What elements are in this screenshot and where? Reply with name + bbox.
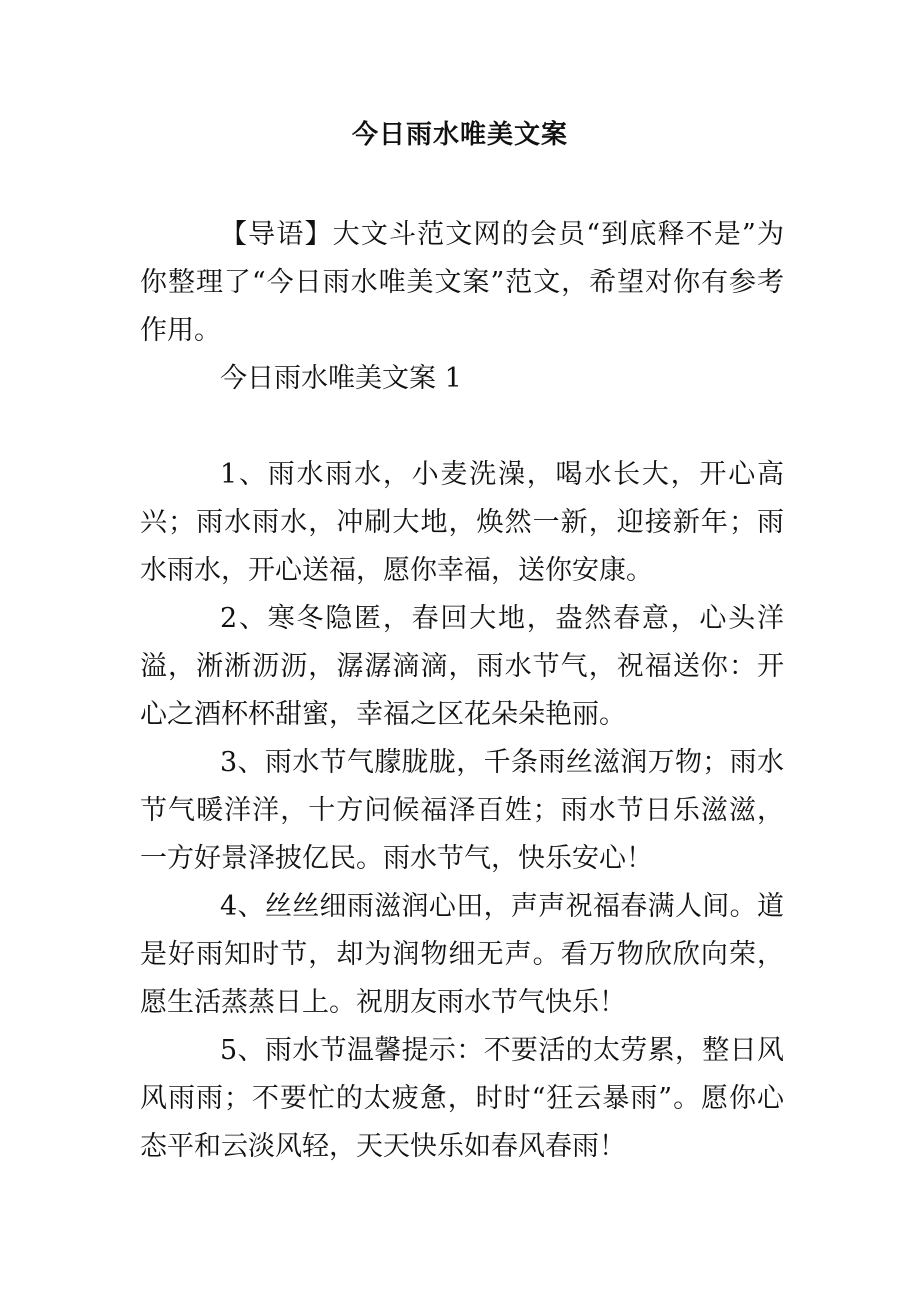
list-item: 5、雨水节温馨提示：不要活的太劳累，整日风风雨雨；不要忙的太疲惫，时时“狂云暴雨”。愿你心态平和云淡风轻，天天快乐如春风春雨！ [140, 1035, 784, 1162]
section-heading: 今日雨水唯美文案 1 [220, 363, 462, 394]
list-item: 4、丝丝细雨滋润心田，声声祝福春满人间。道是好雨知时节，却为润物细无声。看万物欣欣向荣，愿生活蒸蒸日上。祝朋友雨水节气快乐！ [140, 891, 784, 1018]
list-item: 1、雨水雨水，小麦洗澡，喝水长大，开心高兴；雨水雨水，冲刷大地，焕然一新，迎接新年；雨水雨水，开心送福，愿你幸福，送你安康。 [140, 459, 784, 586]
intro-paragraph: 【导语】大文斗范文网的会员“到底释不是”为你整理了“今日雨水唯美文案”范文，希望对你有参考作用。 [140, 219, 784, 346]
list-item: 3、雨水节气朦胧胧，千条雨丝滋润万物；雨水节气暖洋洋，十方问候福泽百姓；雨水节日乐滋滋，一方好景泽披亿民。雨水节气，快乐安心！ [140, 747, 784, 874]
document-body [140, 211, 784, 1171]
page-title: 今日雨水唯美文案 [351, 120, 568, 150]
section-spacer [140, 403, 784, 451]
list-item: 2、寒冬隐匿，春回大地，盎然春意，心头洋溢，淅淅沥沥，潺潺滴滴，雨水节气，祝福送你：开心之酒杯杯甜蜜，幸福之区花朵朵艳丽。 [140, 603, 784, 730]
